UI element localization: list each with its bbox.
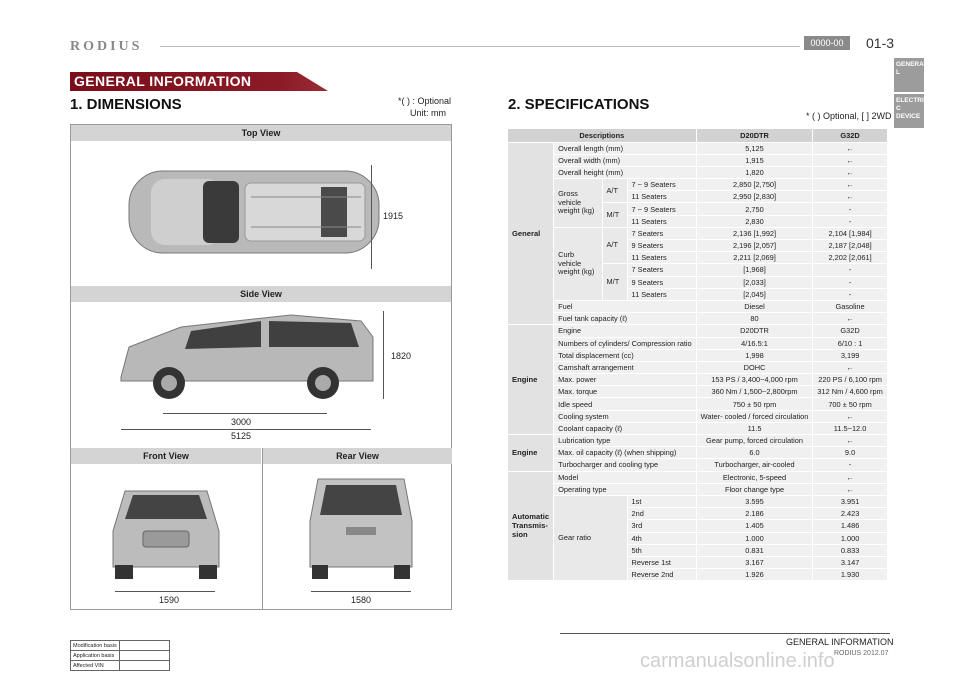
row-description: 11 Seaters — [627, 191, 696, 203]
value-g32d: 700 ± 50 rpm — [813, 398, 887, 410]
table-row — [508, 483, 887, 495]
value-d20dtr: 2,750 — [696, 203, 813, 215]
page-number: 01-3 — [866, 35, 895, 51]
rear-track-line — [311, 591, 411, 592]
table-row — [508, 313, 887, 325]
value-g32d: ← — [813, 313, 887, 325]
curb-weight-label: Curb vehicle weight (kg) — [554, 227, 602, 300]
side-view-image — [111, 307, 401, 407]
height-dimension-line — [383, 311, 384, 399]
value-d20dtr: 2,196 [2,057] — [696, 240, 813, 252]
table-row — [508, 447, 887, 459]
table-row — [508, 471, 887, 483]
row-description: Model — [554, 471, 697, 483]
front-view-image — [101, 471, 231, 581]
row-description: 11 Seaters — [627, 288, 696, 300]
value-g32d: 3.147 — [813, 556, 887, 568]
mt-label: M/T — [602, 203, 627, 227]
value-d20dtr: Water- cooled / forced circulation — [696, 410, 813, 422]
dimensions-panel — [70, 124, 452, 610]
value-g32d: ← — [813, 191, 887, 203]
mt-label: M/T — [602, 264, 627, 301]
value-g32d: - — [813, 215, 887, 227]
value-g32d: 2,202 [2,061] — [813, 252, 887, 264]
value-d20dtr: 1.926 — [696, 569, 813, 581]
value-d20dtr: 2,950 [2,830] — [696, 191, 813, 203]
value-d20dtr: D20DTR — [696, 325, 813, 337]
table-row — [508, 154, 887, 166]
table-row — [508, 142, 887, 154]
specs-note: * ( ) Optional, [ ] 2WD — [806, 111, 892, 121]
value-d20dtr: Electronic, 5-speed — [696, 471, 813, 483]
specifications-heading: 2. SPECIFICATIONS — [508, 96, 650, 113]
at-label: A/T — [602, 227, 627, 264]
value-g32d: Gasoline — [813, 300, 887, 312]
modification-table — [70, 640, 170, 671]
value-d20dtr: 5,125 — [696, 142, 813, 154]
value-g32d: - — [813, 203, 887, 215]
gear-ratio-label: Gear ratio — [554, 495, 627, 580]
row-description: Reverse 2nd — [627, 569, 696, 581]
value-d20dtr: [2,045] — [696, 288, 813, 300]
table-row — [508, 325, 887, 337]
row-description: Overall length (mm) — [554, 142, 697, 154]
value-d20dtr: Gear pump, forced circulation — [696, 435, 813, 447]
row-description: Camshaft arrangement — [554, 361, 697, 373]
rear-view-image — [296, 471, 426, 581]
footer-rule — [560, 633, 890, 634]
value-d20dtr: 0.831 — [696, 544, 813, 556]
group-engine-2: Engine — [508, 435, 554, 472]
group-general: General — [508, 142, 554, 325]
row-description: Coolant capacity (ℓ) — [554, 422, 697, 434]
value-g32d: ← — [813, 410, 887, 422]
value-d20dtr: 2,211 [2,069] — [696, 252, 813, 264]
value-d20dtr: Floor change type — [696, 483, 813, 495]
value-d20dtr: 1.405 — [696, 520, 813, 532]
value-g32d: 312 Nm / 4,600 rpm — [813, 386, 887, 398]
front-track-value: 1590 — [159, 595, 180, 605]
header-g32d: G32D — [813, 129, 887, 142]
table-row — [508, 398, 887, 410]
table-row — [508, 179, 887, 191]
table-row — [508, 166, 887, 178]
row-description: 7 Seaters — [627, 264, 696, 276]
table-row — [508, 495, 887, 507]
row-description: Total displacement (cc) — [554, 349, 697, 361]
length-dimension-line — [121, 429, 371, 430]
width-dimension-line — [371, 165, 372, 269]
header-d20dtr: D20DTR — [696, 129, 813, 142]
value-d20dtr: 3.167 — [696, 556, 813, 568]
row-description: 7 Seaters — [627, 227, 696, 239]
front-view-label: Front View — [71, 448, 261, 464]
value-g32d: ← — [813, 361, 887, 373]
row-description: 11 Seaters — [627, 215, 696, 227]
row-description: 7 ~ 9 Seaters — [627, 203, 696, 215]
value-d20dtr: DOHC — [696, 361, 813, 373]
value-g32d: 220 PS / 6,100 rpm — [813, 374, 887, 386]
row-description: 2nd — [627, 508, 696, 520]
table-header-row — [508, 129, 887, 142]
side-view-label: Side View — [71, 286, 451, 302]
footer-title: GENERAL INFORMATION — [786, 637, 894, 647]
value-d20dtr: 1.000 — [696, 532, 813, 544]
footer-date: RODIUS 2012.07 — [834, 650, 889, 657]
value-d20dtr: 2,850 [2,750] — [696, 179, 813, 191]
value-d20dtr: 360 Nm / 1,500~2,800rpm — [696, 386, 813, 398]
value-g32d: ← — [813, 154, 887, 166]
row-description: 3rd — [627, 520, 696, 532]
value-d20dtr: 2,830 — [696, 215, 813, 227]
wheelbase-value: 3000 — [231, 417, 252, 427]
row-description: 9 Seaters — [627, 240, 696, 252]
row-description: Engine — [554, 325, 697, 337]
watermark: carmanualsonline.info — [640, 650, 835, 672]
table-row — [508, 300, 887, 312]
group-engine: Engine — [508, 325, 554, 435]
row-description: 9 Seaters — [627, 276, 696, 288]
wheelbase-dimension-line — [163, 413, 327, 414]
row-description: Max. torque — [554, 386, 697, 398]
section-title: GENERAL INFORMATION — [74, 73, 252, 89]
value-g32d: 2.423 — [813, 508, 887, 520]
top-view-label: Top View — [71, 125, 451, 141]
unit-note: Unit: mm — [410, 108, 446, 118]
at-label: A/T — [602, 179, 627, 203]
value-g32d: ← — [813, 166, 887, 178]
value-g32d: ← — [813, 179, 887, 191]
value-d20dtr: 4/16.5:1 — [696, 337, 813, 349]
table-row — [508, 459, 887, 471]
rear-track-value: 1580 — [351, 595, 372, 605]
row-description: 11 Seaters — [627, 252, 696, 264]
value-g32d: 9.0 — [813, 447, 887, 459]
value-g32d: ← — [813, 483, 887, 495]
value-g32d: 1.486 — [813, 520, 887, 532]
value-d20dtr: Diesel — [696, 300, 813, 312]
value-d20dtr: Turbocharger, air-cooled — [696, 459, 813, 471]
value-g32d: ← — [813, 435, 887, 447]
value-d20dtr: [1,968] — [696, 264, 813, 276]
value-g32d: 1.000 — [813, 532, 887, 544]
table-row — [508, 410, 887, 422]
value-g32d: 0.833 — [813, 544, 887, 556]
row-description: Lubrication type — [554, 435, 697, 447]
row-description: Reverse 1st — [627, 556, 696, 568]
row-description: Turbocharger and cooling type — [554, 459, 697, 471]
rear-view-label: Rear View — [262, 448, 452, 464]
view-divider — [262, 448, 263, 610]
front-track-line — [115, 591, 215, 592]
header-descriptions: Descriptions — [508, 129, 696, 142]
value-g32d: G32D — [813, 325, 887, 337]
width-value: 1915 — [383, 211, 404, 221]
dimensions-heading: 1. DIMENSIONS — [70, 96, 182, 113]
value-d20dtr: 2.186 — [696, 508, 813, 520]
application-basis-label: Application basis — [71, 651, 120, 661]
row-description: Fuel tank capacity (ℓ) — [554, 313, 697, 325]
value-g32d: - — [813, 459, 887, 471]
value-d20dtr: 153 PS / 3,400~4,000 rpm — [696, 374, 813, 386]
header-rule — [160, 46, 800, 47]
row-description: 5th — [627, 544, 696, 556]
row-description: 7 ~ 9 Seaters — [627, 179, 696, 191]
modification-basis-label: Modification basis — [71, 641, 120, 651]
value-d20dtr: 1,998 — [696, 349, 813, 361]
value-g32d: ← — [813, 142, 887, 154]
table-row — [508, 422, 887, 434]
value-d20dtr: 1,820 — [696, 166, 813, 178]
value-d20dtr: 1,915 — [696, 154, 813, 166]
value-g32d: - — [813, 288, 887, 300]
page-code: 0000-00 — [804, 36, 850, 50]
value-d20dtr: 11.5 — [696, 422, 813, 434]
table-row — [508, 374, 887, 386]
length-value: 5125 — [231, 431, 252, 441]
group-automatic-transmission: Automatic Transmis- sion — [508, 471, 554, 581]
value-d20dtr: [2,033] — [696, 276, 813, 288]
gross-weight-label: Gross vehicle weight (kg) — [554, 179, 602, 228]
table-row — [508, 349, 887, 361]
value-g32d: ← — [813, 471, 887, 483]
value-d20dtr: 750 ± 50 rpm — [696, 398, 813, 410]
value-d20dtr: 80 — [696, 313, 813, 325]
value-g32d: 6/10 : 1 — [813, 337, 887, 349]
tab-electric-device[interactable]: ELECTRI C DEVICE — [894, 94, 924, 128]
row-description: Numbers of cylinders/ Compression ratio — [554, 337, 697, 349]
brand-logo: RODIUS — [70, 39, 143, 54]
value-g32d: 3,199 — [813, 349, 887, 361]
value-g32d: 2,187 [2,048] — [813, 240, 887, 252]
row-description: Overall width (mm) — [554, 154, 697, 166]
value-d20dtr: 2,136 [1,992] — [696, 227, 813, 239]
row-description: 1st — [627, 495, 696, 507]
row-description: Operating type — [554, 483, 697, 495]
height-value: 1820 — [391, 351, 412, 361]
value-g32d: - — [813, 276, 887, 288]
value-g32d: - — [813, 264, 887, 276]
table-row — [508, 337, 887, 349]
value-d20dtr: 3.595 — [696, 495, 813, 507]
row-description: 4th — [627, 532, 696, 544]
row-description: Cooling system — [554, 410, 697, 422]
row-description: Max. power — [554, 374, 697, 386]
value-g32d: 1.930 — [813, 569, 887, 581]
value-d20dtr: 6.0 — [696, 447, 813, 459]
tab-general[interactable]: GENERA L — [894, 58, 924, 92]
value-g32d: 3.951 — [813, 495, 887, 507]
row-description: Idle speed — [554, 398, 697, 410]
specifications-table — [508, 129, 888, 581]
row-description: Fuel — [554, 300, 697, 312]
table-row — [508, 435, 887, 447]
table-row — [508, 361, 887, 373]
value-g32d: 11.5~12.0 — [813, 422, 887, 434]
row-description: Overall height (mm) — [554, 166, 697, 178]
table-row — [508, 227, 887, 239]
table-row — [508, 386, 887, 398]
affected-vin-label: Affected VIN — [71, 661, 120, 671]
optional-note: *( ) : Optional — [398, 96, 452, 106]
row-description: Max. oil capacity (ℓ) (when shipping) — [554, 447, 697, 459]
value-g32d: 2,104 [1,984] — [813, 227, 887, 239]
